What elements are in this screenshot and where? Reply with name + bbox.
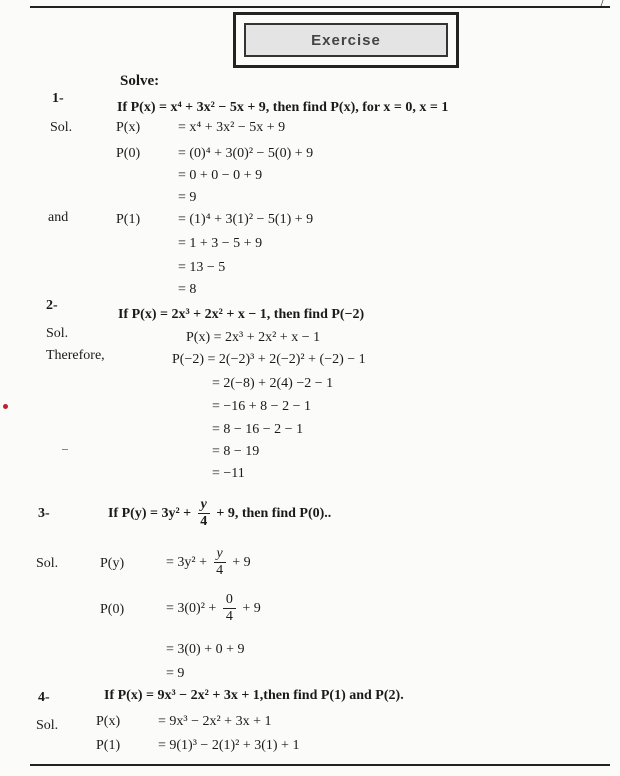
corner-mark: /	[600, 0, 604, 11]
q1-rhs-p1: = (1)⁴ + 3(1)² − 5(1) + 9	[178, 212, 314, 227]
q3-rhs-py-post: + 9	[232, 555, 251, 570]
q2-therefore: Therefore,	[46, 348, 105, 363]
q4-rhs-p1: = 9(1)³ − 2(1)² + 3(1) + 1	[158, 738, 300, 753]
q3-rhs-p0-post: + 9	[242, 601, 261, 616]
q4-number: 4-	[38, 690, 50, 705]
q1-lhs-px: P(x)	[116, 120, 141, 135]
q4-sol-label: Sol.	[36, 718, 59, 733]
q3-question-post: + 9, then find P(0)..	[216, 506, 332, 521]
q3-question-pre: If P(y) = 3y² +	[108, 506, 192, 521]
q1-lhs-p0: P(0)	[116, 146, 141, 161]
q1-step-2: = 9	[178, 190, 197, 205]
q2-number: 2-	[46, 298, 58, 313]
q3-question-fraction	[198, 497, 210, 530]
q1-question: If P(x) = x⁴ + 3x² − 5x + 9, then find P(x), for x = 0, x = 1	[117, 100, 449, 115]
margin-dot	[3, 404, 8, 409]
q1-and-label: and	[48, 210, 69, 225]
margin-tick	[62, 449, 68, 450]
exercise-banner-label: Exercise	[244, 23, 448, 57]
q3-rhs-p0-fraction	[223, 592, 236, 625]
q3-lhs-py: P(y)	[100, 556, 125, 571]
q1-number: 1-	[52, 91, 64, 106]
q3-rhs-p0-den: 4	[225, 609, 233, 625]
q4-lhs-p1: P(1)	[96, 738, 121, 753]
q3-step-2: = 9	[166, 666, 185, 681]
q1-step-3: = 1 + 3 − 5 + 9	[178, 236, 263, 251]
bottom-rule	[30, 764, 610, 766]
q3-rhs-py-den: 4	[216, 563, 224, 579]
q3-number: 3-	[38, 506, 50, 521]
q2-step-1: = 2(−8) + 2(4) −2 − 1	[212, 376, 334, 391]
q4-rhs-px: = 9x³ − 2x² + 3x + 1	[158, 714, 272, 729]
q1-rhs-px: = x⁴ + 3x² − 5x + 9	[178, 120, 286, 135]
top-rule	[30, 6, 610, 8]
q3-step-1: = 3(0) + 0 + 9	[166, 642, 245, 657]
q2-step-4: = 8 − 19	[212, 444, 260, 459]
q1-sol-label: Sol.	[50, 120, 73, 135]
q2-line-2: P(−2) = 2(−2)³ + 2(−2)² + (−2) − 1	[172, 352, 366, 367]
q2-step-3: = 8 − 16 − 2 − 1	[212, 422, 304, 437]
q2-step-5: = −11	[212, 466, 245, 481]
q1-lhs-p1: P(1)	[116, 212, 141, 227]
q2-line-1: P(x) = 2x³ + 2x² + x − 1	[186, 330, 321, 345]
q3-rhs-p0-num: 0	[223, 592, 236, 609]
q3-rhs-py-fraction	[214, 546, 226, 579]
q1-step-1: = 0 + 0 − 0 + 9	[178, 168, 263, 183]
q3-rhs-py	[166, 543, 251, 583]
q3-question	[108, 494, 331, 534]
solve-heading: Solve:	[120, 73, 160, 89]
q1-step-5: = 8	[178, 282, 197, 297]
q1-rhs-p0: = (0)⁴ + 3(0)² − 5(0) + 9	[178, 146, 314, 161]
q4-lhs-px: P(x)	[96, 714, 121, 729]
q4-question: If P(x) = 9x³ − 2x² + 3x + 1,then find P(1) and P(2).	[104, 688, 404, 703]
q2-sol-label: Sol.	[46, 326, 69, 341]
q3-lhs-p0: P(0)	[100, 602, 125, 617]
q3-sol-label: Sol.	[36, 556, 59, 571]
q3-rhs-py-pre: = 3y² +	[166, 555, 207, 570]
q2-step-2: = −16 + 8 − 2 − 1	[212, 399, 311, 414]
q3-rhs-py-num: y	[214, 546, 226, 563]
q1-step-4: = 13 − 5	[178, 260, 226, 275]
exercise-banner	[233, 12, 459, 68]
q3-question-frac-den: 4	[200, 514, 208, 530]
q2-question: If P(x) = 2x³ + 2x² + x − 1, then find P(−2)	[118, 307, 365, 322]
q3-rhs-p0	[166, 589, 261, 629]
q3-rhs-p0-pre: = 3(0)² +	[166, 601, 217, 616]
q3-question-frac-num: y	[198, 497, 210, 514]
